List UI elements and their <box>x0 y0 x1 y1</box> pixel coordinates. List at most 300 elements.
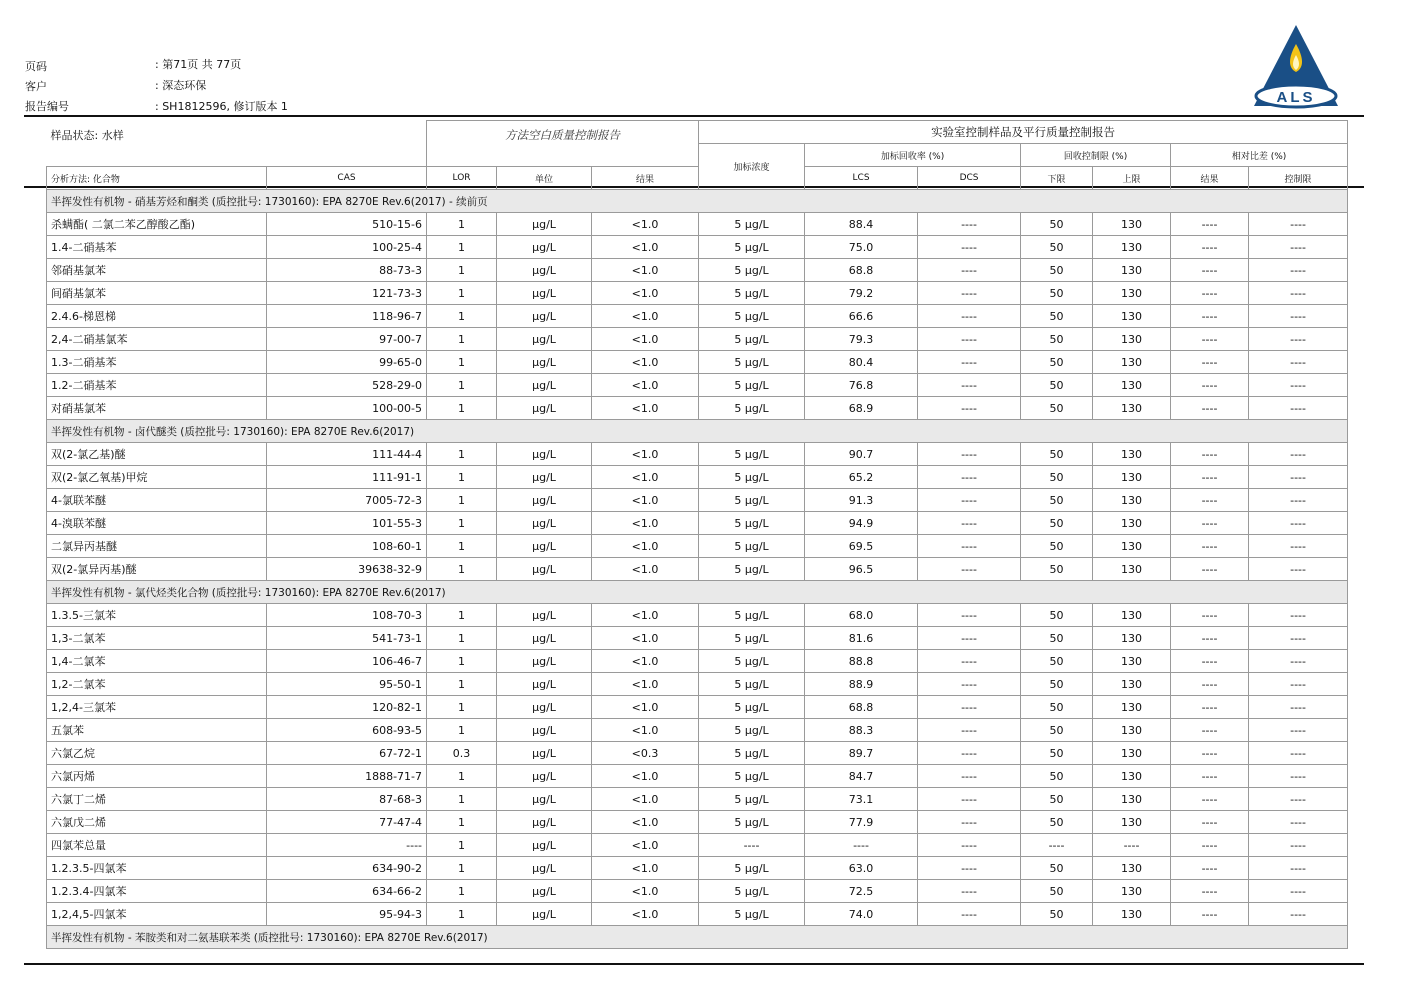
lcs-recovery: 68.0 <box>805 604 918 627</box>
upper-limit: 130 <box>1093 397 1171 420</box>
cas-number: 111-91-1 <box>267 466 427 489</box>
rpd-result: ---- <box>1171 673 1249 696</box>
lor-value: 1 <box>427 880 497 903</box>
lor-value: 1 <box>427 535 497 558</box>
lcs-recovery: 80.4 <box>805 351 918 374</box>
unit-value: µg/L <box>497 604 592 627</box>
lower-limit-header: 下限 <box>1021 167 1093 190</box>
rpd-limit: ---- <box>1249 811 1348 834</box>
upper-limit: 130 <box>1093 604 1171 627</box>
spike-conc: 5 µg/L <box>699 236 805 259</box>
blank-result: <1.0 <box>592 328 699 351</box>
dcs-recovery: ---- <box>918 443 1021 466</box>
compound-name: 双(2-氯乙氧基)甲烷 <box>47 466 267 489</box>
cas-number: 106-46-7 <box>267 650 427 673</box>
rpd-limit: ---- <box>1249 857 1348 880</box>
upper-limit: 130 <box>1093 903 1171 926</box>
upper-limit: 130 <box>1093 535 1171 558</box>
client-value: : 深态环保 <box>155 79 207 92</box>
cas-number: 100-25-4 <box>267 236 427 259</box>
dcs-recovery: ---- <box>918 328 1021 351</box>
rpd-limit: ---- <box>1249 489 1348 512</box>
table-row <box>47 834 1348 857</box>
upper-limit: 130 <box>1093 650 1171 673</box>
lower-limit: 50 <box>1021 811 1093 834</box>
lcs-recovery: 79.3 <box>805 328 918 351</box>
dcs-header: DCS <box>918 167 1021 190</box>
unit-value: µg/L <box>497 742 592 765</box>
blank-result: <1.0 <box>592 788 699 811</box>
spike-conc: 5 µg/L <box>699 811 805 834</box>
cas-number: 39638-32-9 <box>267 558 427 581</box>
lower-limit: 50 <box>1021 857 1093 880</box>
lcs-recovery: 88.9 <box>805 673 918 696</box>
unit-value: µg/L <box>497 719 592 742</box>
rpd-result: ---- <box>1171 282 1249 305</box>
lor-header: LOR <box>427 167 497 190</box>
rpd-result: ---- <box>1171 719 1249 742</box>
lcs-recovery: 73.1 <box>805 788 918 811</box>
cas-number: 108-60-1 <box>267 535 427 558</box>
dcs-recovery: ---- <box>918 259 1021 282</box>
compound-name: 四氯苯总量 <box>47 834 267 857</box>
cas-number: 541-73-1 <box>267 627 427 650</box>
table-row <box>47 466 1348 489</box>
spike-conc: 5 µg/L <box>699 880 805 903</box>
blank-result: <1.0 <box>592 834 699 857</box>
compound-name: 1.3.5-三氯苯 <box>47 604 267 627</box>
rpd-limit: ---- <box>1249 351 1348 374</box>
dcs-recovery: ---- <box>918 903 1021 926</box>
unit-value: µg/L <box>497 788 592 811</box>
blank-result: <1.0 <box>592 719 699 742</box>
lcs-recovery: ---- <box>805 834 918 857</box>
table-row <box>47 765 1348 788</box>
unit-value: µg/L <box>497 397 592 420</box>
dcs-recovery: ---- <box>918 466 1021 489</box>
lower-limit: 50 <box>1021 489 1093 512</box>
lor-value: 1 <box>427 512 497 535</box>
unit-value: µg/L <box>497 650 592 673</box>
compound-name: 2,4-二硝基氯苯 <box>47 328 267 351</box>
compound-name: 1.3-二硝基苯 <box>47 351 267 374</box>
lcs-recovery: 68.9 <box>805 397 918 420</box>
lower-limit: 50 <box>1021 696 1093 719</box>
page-number-label: 页码 <box>25 60 47 73</box>
cas-number: 88-73-3 <box>267 259 427 282</box>
report-number-value: : SH1812596, 修订版本 1 <box>155 100 288 113</box>
table-row <box>47 627 1348 650</box>
dcs-recovery: ---- <box>918 788 1021 811</box>
blank-result: <1.0 <box>592 558 699 581</box>
spike-conc: 5 µg/L <box>699 903 805 926</box>
cas-number: 95-50-1 <box>267 673 427 696</box>
upper-limit-header: 上限 <box>1093 167 1171 190</box>
rpd-result: ---- <box>1171 811 1249 834</box>
dcs-recovery: ---- <box>918 397 1021 420</box>
lower-limit: 50 <box>1021 443 1093 466</box>
rpd-result-header: 结果 <box>1171 167 1249 190</box>
lower-limit: 50 <box>1021 742 1093 765</box>
upper-limit: 130 <box>1093 627 1171 650</box>
rpd-result: ---- <box>1171 466 1249 489</box>
upper-limit: 130 <box>1093 880 1171 903</box>
blank-result: <1.0 <box>592 604 699 627</box>
unit-value: µg/L <box>497 213 592 236</box>
blank-result: <1.0 <box>592 696 699 719</box>
rpd-result: ---- <box>1171 650 1249 673</box>
cas-number: 608-93-5 <box>267 719 427 742</box>
compound-name: 邻硝基氯苯 <box>47 259 267 282</box>
upper-limit: 130 <box>1093 213 1171 236</box>
lower-limit: 50 <box>1021 788 1093 811</box>
blank-result: <1.0 <box>592 880 699 903</box>
lor-value: 1 <box>427 834 497 857</box>
unit-value: µg/L <box>497 512 592 535</box>
upper-limit: 130 <box>1093 259 1171 282</box>
upper-limit: ---- <box>1093 834 1171 857</box>
lor-value: 1 <box>427 351 497 374</box>
table-row <box>47 282 1348 305</box>
upper-limit: 130 <box>1093 719 1171 742</box>
lor-value: 1 <box>427 696 497 719</box>
lcs-recovery: 91.3 <box>805 489 918 512</box>
blank-result: <1.0 <box>592 259 699 282</box>
rpd-limit: ---- <box>1249 535 1348 558</box>
lor-value: 1 <box>427 604 497 627</box>
rpd-limit: ---- <box>1249 880 1348 903</box>
lcs-recovery: 88.4 <box>805 213 918 236</box>
upper-limit: 130 <box>1093 512 1171 535</box>
rpd-result: ---- <box>1171 834 1249 857</box>
lor-value: 1 <box>427 558 497 581</box>
lower-limit: ---- <box>1021 834 1093 857</box>
table-row <box>47 696 1348 719</box>
blank-result: <1.0 <box>592 236 699 259</box>
cas-number: 97-00-7 <box>267 328 427 351</box>
lower-limit: 50 <box>1021 328 1093 351</box>
compound-name: 1,2,4-三氯苯 <box>47 696 267 719</box>
rpd-result: ---- <box>1171 604 1249 627</box>
lower-limit: 50 <box>1021 880 1093 903</box>
lower-limit: 50 <box>1021 604 1093 627</box>
section-header-row <box>47 190 1348 213</box>
compound-name: 4-氯联苯醚 <box>47 489 267 512</box>
lor-value: 1 <box>427 627 497 650</box>
rpd-result: ---- <box>1171 788 1249 811</box>
dcs-recovery: ---- <box>918 811 1021 834</box>
compound-name: 六氯丁二烯 <box>47 788 267 811</box>
rpd-result: ---- <box>1171 880 1249 903</box>
dcs-recovery: ---- <box>918 489 1021 512</box>
spike-conc: 5 µg/L <box>699 558 805 581</box>
upper-limit: 130 <box>1093 788 1171 811</box>
cas-header: CAS <box>267 167 427 190</box>
lcs-recovery: 75.0 <box>805 236 918 259</box>
cas-number: 67-72-1 <box>267 742 427 765</box>
upper-limit: 130 <box>1093 489 1171 512</box>
blank-result: <1.0 <box>592 903 699 926</box>
table-row <box>47 650 1348 673</box>
compound-name: 五氯苯 <box>47 719 267 742</box>
rpd-result: ---- <box>1171 512 1249 535</box>
upper-limit: 130 <box>1093 351 1171 374</box>
dcs-recovery: ---- <box>918 512 1021 535</box>
lcs-recovery: 74.0 <box>805 903 918 926</box>
upper-limit: 130 <box>1093 466 1171 489</box>
rpd-limit: ---- <box>1249 719 1348 742</box>
unit-value: µg/L <box>497 857 592 880</box>
dcs-recovery: ---- <box>918 719 1021 742</box>
unit-value: µg/L <box>497 627 592 650</box>
spike-conc: 5 µg/L <box>699 397 805 420</box>
lower-limit: 50 <box>1021 512 1093 535</box>
rpd-result: ---- <box>1171 857 1249 880</box>
method-compound-header: 分析方法: 化合物 <box>47 167 267 190</box>
spike-conc: 5 µg/L <box>699 443 805 466</box>
lower-limit: 50 <box>1021 535 1093 558</box>
rpd-result: ---- <box>1171 351 1249 374</box>
lower-limit: 50 <box>1021 903 1093 926</box>
blank-result: <1.0 <box>592 811 699 834</box>
dcs-recovery: ---- <box>918 880 1021 903</box>
lor-value: 0.3 <box>427 742 497 765</box>
rpd-result: ---- <box>1171 558 1249 581</box>
blank-result: <1.0 <box>592 535 699 558</box>
table-row <box>47 880 1348 903</box>
client-label: 客户 <box>25 80 47 93</box>
lcs-recovery: 66.6 <box>805 305 918 328</box>
upper-limit: 130 <box>1093 443 1171 466</box>
recovery-header: 加标回收率 (%) <box>805 144 1021 167</box>
table-row <box>47 443 1348 466</box>
blank-result: <1.0 <box>592 397 699 420</box>
section-title: 半挥发性有机物 - 氯代烃类化合物 (质控批号: 1730160): EPA 8270E Rev.6(2017) <box>47 581 1348 604</box>
section-title: 半挥发性有机物 - 卤代醚类 (质控批号: 1730160): EPA 8270E Rev.6(2017) <box>47 420 1348 443</box>
upper-limit: 130 <box>1093 765 1171 788</box>
rpd-limit: ---- <box>1249 903 1348 926</box>
spike-conc: 5 µg/L <box>699 351 805 374</box>
rpd-limit: ---- <box>1249 236 1348 259</box>
lower-limit: 50 <box>1021 765 1093 788</box>
rpd-limit: ---- <box>1249 765 1348 788</box>
lcs-recovery: 90.7 <box>805 443 918 466</box>
unit-value: µg/L <box>497 282 592 305</box>
rpd-limit: ---- <box>1249 788 1348 811</box>
compound-name: 双(2-氯乙基)醚 <box>47 443 267 466</box>
rpd-result: ---- <box>1171 374 1249 397</box>
dcs-recovery: ---- <box>918 213 1021 236</box>
rpd-limit: ---- <box>1249 558 1348 581</box>
lor-value: 1 <box>427 374 497 397</box>
table-row <box>47 604 1348 627</box>
blank-result: <1.0 <box>592 466 699 489</box>
lower-limit: 50 <box>1021 213 1093 236</box>
cas-number: 510-15-6 <box>267 213 427 236</box>
cas-number: 1888-71-7 <box>267 765 427 788</box>
unit-value: µg/L <box>497 328 592 351</box>
report-number-label: 报告编号 <box>25 100 69 113</box>
rpd-limit: ---- <box>1249 443 1348 466</box>
compound-name: 对硝基氯苯 <box>47 397 267 420</box>
lcs-recovery: 68.8 <box>805 696 918 719</box>
lor-value: 1 <box>427 259 497 282</box>
lcs-recovery: 89.7 <box>805 742 918 765</box>
lor-value: 1 <box>427 466 497 489</box>
unit-value: µg/L <box>497 880 592 903</box>
lower-limit: 50 <box>1021 558 1093 581</box>
unit-value: µg/L <box>497 259 592 282</box>
compound-name: 1,3-二氯苯 <box>47 627 267 650</box>
lcs-recovery: 65.2 <box>805 466 918 489</box>
unit-value: µg/L <box>497 489 592 512</box>
unit-value: µg/L <box>497 673 592 696</box>
sample-state: 样品状态: 水样 <box>47 121 427 167</box>
rpd-result: ---- <box>1171 259 1249 282</box>
rpd-limit: ---- <box>1249 512 1348 535</box>
dcs-recovery: ---- <box>918 282 1021 305</box>
lor-value: 1 <box>427 719 497 742</box>
lcs-title: 实验室控制样品及平行质量控制报告 <box>699 121 1348 144</box>
blank-result: <0.3 <box>592 742 699 765</box>
dcs-recovery: ---- <box>918 305 1021 328</box>
cas-number: 77-47-4 <box>267 811 427 834</box>
compound-name: 六氯乙烷 <box>47 742 267 765</box>
table-row <box>47 903 1348 926</box>
lower-limit: 50 <box>1021 351 1093 374</box>
spike-conc: 5 µg/L <box>699 259 805 282</box>
spike-conc-header: 加标浓度 <box>699 144 805 190</box>
lcs-header: LCS <box>805 167 918 190</box>
unit-value: µg/L <box>497 374 592 397</box>
rpd-limit: ---- <box>1249 466 1348 489</box>
unit-value: µg/L <box>497 811 592 834</box>
compound-name: 1,4-二氯苯 <box>47 650 267 673</box>
lcs-recovery: 94.9 <box>805 512 918 535</box>
compound-name: 1,2,4,5-四氯苯 <box>47 903 267 926</box>
lower-limit: 50 <box>1021 305 1093 328</box>
blank-result: <1.0 <box>592 213 699 236</box>
qc-report-table <box>46 120 1348 949</box>
spike-conc: 5 µg/L <box>699 374 805 397</box>
dcs-recovery: ---- <box>918 834 1021 857</box>
compound-name: 六氯丙烯 <box>47 765 267 788</box>
cas-number: ---- <box>267 834 427 857</box>
cas-number: 101-55-3 <box>267 512 427 535</box>
section-header-row <box>47 581 1348 604</box>
lor-value: 1 <box>427 673 497 696</box>
rpd-limit: ---- <box>1249 282 1348 305</box>
unit-value: µg/L <box>497 558 592 581</box>
lor-value: 1 <box>427 443 497 466</box>
lcs-recovery: 81.6 <box>805 627 918 650</box>
rpd-limit: ---- <box>1249 397 1348 420</box>
upper-limit: 130 <box>1093 558 1171 581</box>
table-row <box>47 719 1348 742</box>
method-blank-title: 方法空白质量控制报告 <box>427 121 699 167</box>
dcs-recovery: ---- <box>918 627 1021 650</box>
dcs-recovery: ---- <box>918 673 1021 696</box>
rpd-limit: ---- <box>1249 328 1348 351</box>
lower-limit: 50 <box>1021 466 1093 489</box>
rpd-result: ---- <box>1171 903 1249 926</box>
lor-value: 1 <box>427 489 497 512</box>
upper-limit: 130 <box>1093 328 1171 351</box>
lcs-recovery: 72.5 <box>805 880 918 903</box>
table-row <box>47 397 1348 420</box>
als-logo <box>1252 22 1340 110</box>
section-title: 半挥发性有机物 - 苯胺类和对二氨基联苯类 (质控批号: 1730160): EPA 8270E Rev.6(2017) <box>47 926 1348 949</box>
lor-value: 1 <box>427 213 497 236</box>
rpd-limit: ---- <box>1249 696 1348 719</box>
upper-limit: 130 <box>1093 305 1171 328</box>
rpd-result: ---- <box>1171 397 1249 420</box>
lor-value: 1 <box>427 397 497 420</box>
table-row <box>47 857 1348 880</box>
rpd-limit: ---- <box>1249 374 1348 397</box>
top-rule <box>24 115 1364 117</box>
dcs-recovery: ---- <box>918 351 1021 374</box>
cas-number: 634-66-2 <box>267 880 427 903</box>
table-row <box>47 673 1348 696</box>
dcs-recovery: ---- <box>918 558 1021 581</box>
dcs-recovery: ---- <box>918 374 1021 397</box>
spike-conc: 5 µg/L <box>699 535 805 558</box>
unit-value: µg/L <box>497 443 592 466</box>
table-row <box>47 788 1348 811</box>
spike-conc: 5 µg/L <box>699 282 805 305</box>
blank-result: <1.0 <box>592 673 699 696</box>
rpd-limit-header: 控制限 <box>1249 167 1348 190</box>
lower-limit: 50 <box>1021 374 1093 397</box>
rpd-limit: ---- <box>1249 213 1348 236</box>
upper-limit: 130 <box>1093 236 1171 259</box>
rpd-result: ---- <box>1171 765 1249 788</box>
dcs-recovery: ---- <box>918 650 1021 673</box>
dcs-recovery: ---- <box>918 696 1021 719</box>
lor-value: 1 <box>427 236 497 259</box>
cas-number: 99-65-0 <box>267 351 427 374</box>
upper-limit: 130 <box>1093 857 1171 880</box>
lcs-recovery: 96.5 <box>805 558 918 581</box>
section-header-row <box>47 926 1348 949</box>
spike-conc: 5 µg/L <box>699 328 805 351</box>
lcs-recovery: 69.5 <box>805 535 918 558</box>
rpd-limit: ---- <box>1249 627 1348 650</box>
spike-conc: 5 µg/L <box>699 604 805 627</box>
rpd-result: ---- <box>1171 627 1249 650</box>
spike-conc: 5 µg/L <box>699 857 805 880</box>
lower-limit: 50 <box>1021 259 1093 282</box>
rpd-result: ---- <box>1171 305 1249 328</box>
lcs-recovery: 79.2 <box>805 282 918 305</box>
rpd-header: 相对比差 (%) <box>1171 144 1348 167</box>
compound-name: 双(2-氯异丙基)醚 <box>47 558 267 581</box>
spike-conc: 5 µg/L <box>699 742 805 765</box>
lcs-recovery: 88.3 <box>805 719 918 742</box>
rpd-result: ---- <box>1171 443 1249 466</box>
blank-result: <1.0 <box>592 282 699 305</box>
lor-value: 1 <box>427 765 497 788</box>
compound-name: 间硝基氯苯 <box>47 282 267 305</box>
section-title: 半挥发性有机物 - 硝基芳烃和酮类 (质控批号: 1730160): EPA 8270E Rev.6(2017) - 续前页 <box>47 190 1348 213</box>
spike-conc: 5 µg/L <box>699 765 805 788</box>
lcs-recovery: 77.9 <box>805 811 918 834</box>
blank-result: <1.0 <box>592 489 699 512</box>
rpd-result: ---- <box>1171 213 1249 236</box>
compound-name: 1.2.3.5-四氯苯 <box>47 857 267 880</box>
upper-limit: 130 <box>1093 282 1171 305</box>
